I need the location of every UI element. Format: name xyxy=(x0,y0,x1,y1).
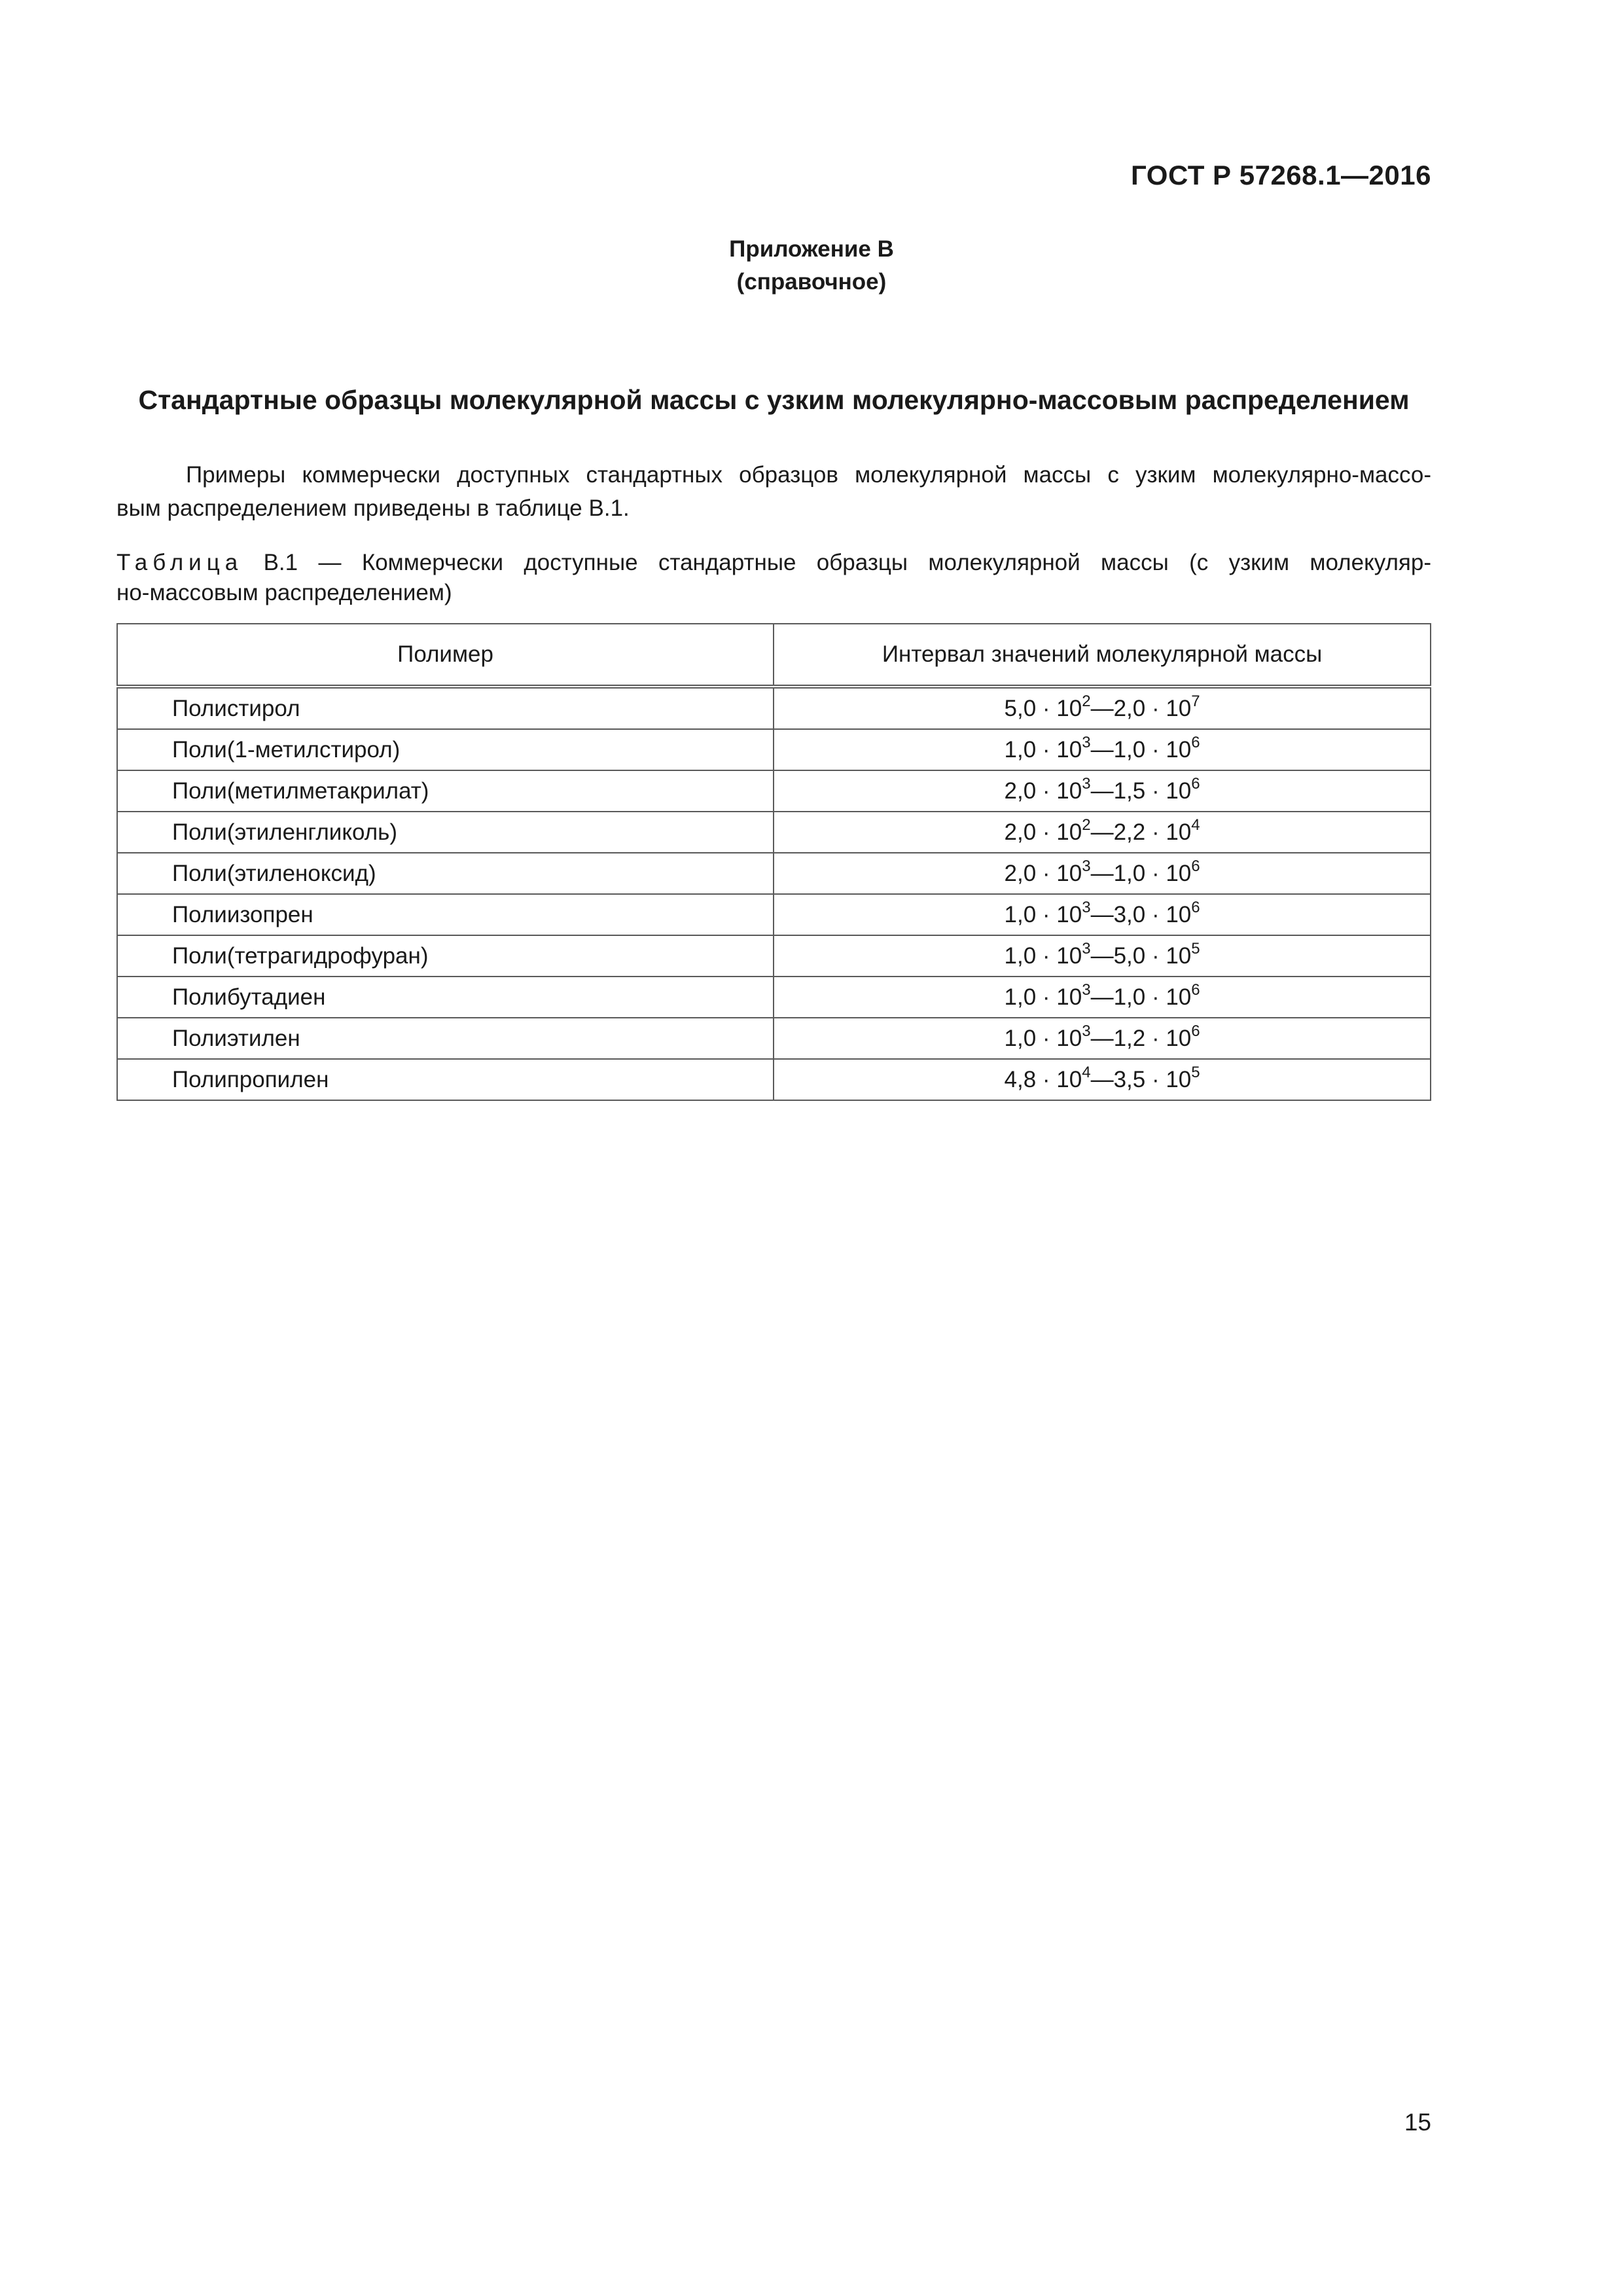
range-to-mantissa: —1,5 · 10 xyxy=(1090,778,1192,804)
range-from-exponent: 3 xyxy=(1082,898,1091,916)
range-to-exponent: 5 xyxy=(1191,939,1200,958)
section-title: Стандартные образцы молекулярной массы с узким молекулярно-массовым распределением xyxy=(138,385,1410,415)
range-to-exponent: 7 xyxy=(1191,692,1200,710)
polymer-cell: Поли(метилметакрилат) xyxy=(117,770,774,812)
range-to-exponent: 6 xyxy=(1191,774,1200,793)
mass-range-cell xyxy=(774,977,1431,1018)
table-row xyxy=(117,729,1431,770)
range-from-mantissa: 2,0 · 10 xyxy=(1004,778,1082,804)
range-to-mantissa: —1,0 · 10 xyxy=(1090,860,1192,886)
mass-range-cell xyxy=(774,894,1431,935)
range-from-mantissa: 2,0 · 10 xyxy=(1004,819,1082,845)
table-row xyxy=(117,853,1431,894)
range-from-exponent: 3 xyxy=(1082,939,1091,958)
range-to-mantissa: —2,0 · 10 xyxy=(1090,695,1192,721)
table-caption-line-2: но-массовым распределением) xyxy=(116,580,452,605)
range-to-exponent: 6 xyxy=(1191,733,1200,751)
table-row xyxy=(117,812,1431,853)
range-from-mantissa: 1,0 · 10 xyxy=(1004,984,1082,1010)
mass-range-cell xyxy=(774,1059,1431,1100)
column-header-polymer: Полимер xyxy=(117,624,774,687)
mass-range-cell xyxy=(774,729,1431,770)
page-number: 15 xyxy=(1404,2109,1431,2136)
table-row xyxy=(117,1059,1431,1100)
range-from-exponent: 3 xyxy=(1082,774,1091,793)
table-row xyxy=(117,1018,1431,1059)
range-to-mantissa: —2,2 · 10 xyxy=(1090,819,1192,845)
range-to-mantissa: —1,0 · 10 xyxy=(1090,736,1192,762)
range-from-exponent: 2 xyxy=(1082,692,1091,710)
range-from-mantissa: 2,0 · 10 xyxy=(1004,860,1082,886)
molecular-mass-table xyxy=(116,623,1431,1101)
document-code: ГОСТ Р 57268.1—2016 xyxy=(1131,160,1431,190)
appendix-heading xyxy=(0,233,1623,298)
column-header-mass-range: Интервал значений молекулярной массы xyxy=(774,624,1431,687)
polymer-cell: Полиизопрен xyxy=(117,894,774,935)
range-from-mantissa: 1,0 · 10 xyxy=(1004,942,1082,969)
table-row xyxy=(117,770,1431,812)
range-to-exponent: 5 xyxy=(1191,1063,1200,1081)
range-to-mantissa: —1,2 · 10 xyxy=(1090,1025,1192,1051)
appendix-subtitle: (справочное) xyxy=(736,269,887,295)
range-from-mantissa: 1,0 · 10 xyxy=(1004,1025,1082,1051)
range-from-mantissa: 1,0 · 10 xyxy=(1004,736,1082,762)
range-to-mantissa: —5,0 · 10 xyxy=(1090,942,1192,969)
mass-range-cell xyxy=(774,770,1431,812)
range-from-mantissa: 5,0 · 10 xyxy=(1004,695,1082,721)
polymer-cell: Полиэтилен xyxy=(117,1018,774,1059)
table-row xyxy=(117,687,1431,729)
polymer-cell: Поли(1-метилстирол) xyxy=(117,729,774,770)
polymer-cell: Поли(этиленоксид) xyxy=(117,853,774,894)
mass-range-cell xyxy=(774,812,1431,853)
mass-range-cell xyxy=(774,1018,1431,1059)
mass-range-cell xyxy=(774,687,1431,729)
polymer-cell: Поли(этиленгликоль) xyxy=(117,812,774,853)
range-to-exponent: 6 xyxy=(1191,1022,1200,1040)
range-from-exponent: 3 xyxy=(1082,733,1091,751)
table-body xyxy=(117,687,1431,1100)
table-caption-label: Таблица xyxy=(116,550,243,575)
mass-range-cell xyxy=(774,853,1431,894)
polymer-cell: Полибутадиен xyxy=(117,977,774,1018)
table-caption-text: В.1 — Коммерчески доступные стандартные образцы молекулярной массы (с узким молекуляр- xyxy=(243,550,1431,575)
table-header-row xyxy=(117,624,1431,687)
range-from-exponent: 3 xyxy=(1082,857,1091,875)
range-to-mantissa: —3,5 · 10 xyxy=(1090,1066,1192,1092)
intro-paragraph-line-2: вым распределением приведены в таблице В.1. xyxy=(116,495,630,521)
table-row xyxy=(117,935,1431,977)
table-caption xyxy=(116,548,1431,608)
polymer-cell: Поли(тетрагидрофуран) xyxy=(117,935,774,977)
range-from-exponent: 3 xyxy=(1082,1022,1091,1040)
range-from-exponent: 2 xyxy=(1082,816,1091,834)
range-to-exponent: 6 xyxy=(1191,980,1200,999)
range-to-mantissa: —3,0 · 10 xyxy=(1090,901,1192,927)
range-from-mantissa: 4,8 · 10 xyxy=(1004,1066,1082,1092)
range-to-exponent: 6 xyxy=(1191,898,1200,916)
table-row xyxy=(117,977,1431,1018)
appendix-title: Приложение В xyxy=(729,236,894,262)
polymer-cell: Полистирол xyxy=(117,687,774,729)
intro-paragraph-line-1: Примеры коммерчески доступных стандартных образцов молекулярной массы с узким молекулярно-массо- xyxy=(186,462,1431,488)
range-to-exponent: 4 xyxy=(1191,816,1200,834)
range-from-mantissa: 1,0 · 10 xyxy=(1004,901,1082,927)
range-to-exponent: 6 xyxy=(1191,857,1200,875)
range-to-mantissa: —1,0 · 10 xyxy=(1090,984,1192,1010)
table-row xyxy=(117,894,1431,935)
range-from-exponent: 3 xyxy=(1082,980,1091,999)
polymer-cell: Полипропилен xyxy=(117,1059,774,1100)
range-from-exponent: 4 xyxy=(1082,1063,1091,1081)
mass-range-cell xyxy=(774,935,1431,977)
table-caption-line-1 xyxy=(116,548,1431,578)
intro-paragraph xyxy=(116,458,1431,525)
